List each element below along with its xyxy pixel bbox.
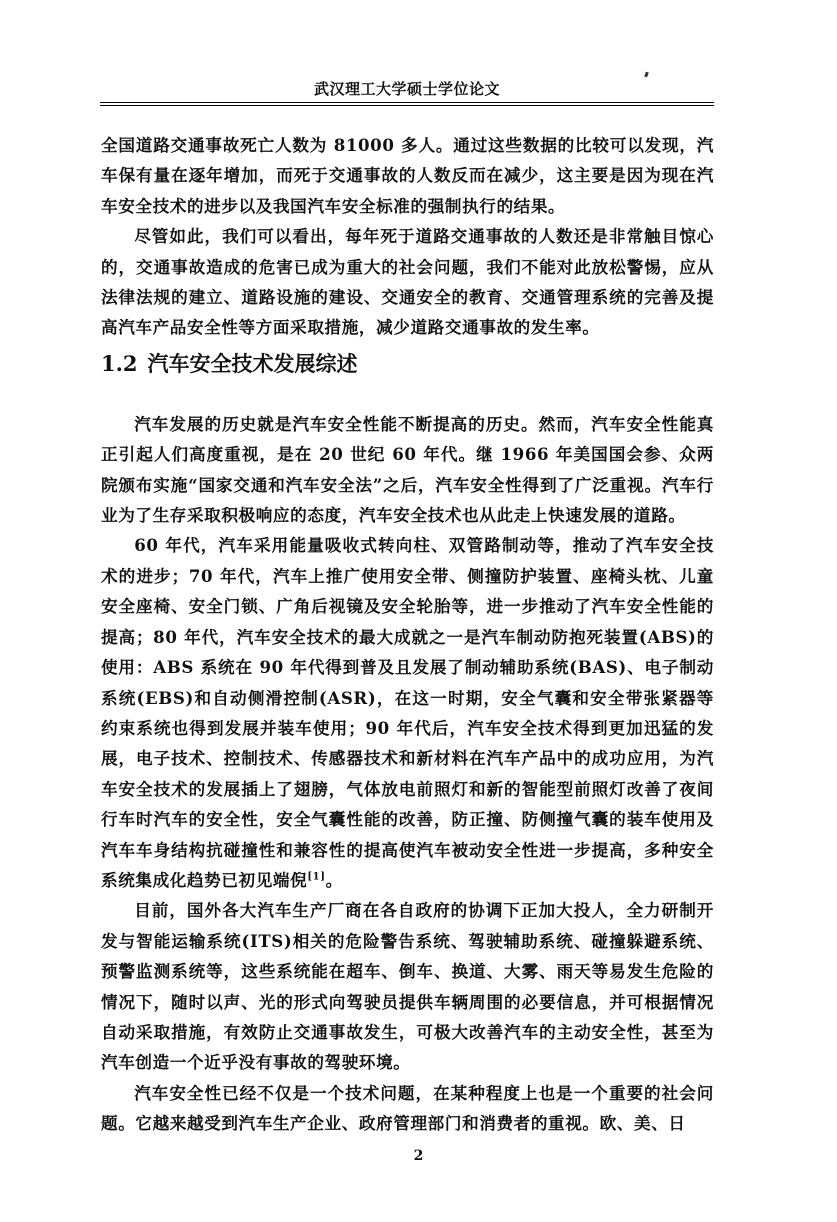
header-rule-top: [100, 102, 714, 103]
section-title: 汽车安全技术发展综述: [147, 351, 358, 376]
body-paragraph: 汽车安全性已经不仅是一个技术问题，在某种程度上也是一个重要的社会问题。它越来越受到汽车生产企业、政府管理部门和消费者的重视。欧、美、日: [101, 1082, 714, 1134]
body-paragraph: 尽管如此，我们可以看出，每年死于道路交通事故的人数还是非常触目惊心的，交通事故造成的危害已成为重大的社会问题，我们不能对此放松警惕，应从法律法规的建立、道路设施的建设、交通安全的教育、交通管理系统的完善及提高汽车产品安全性等方面采取措施，减少道路交通事故的发生率。: [101, 226, 714, 338]
page-number: 2: [413, 1148, 424, 1164]
body-paragraph: 汽车发展的历史就是汽车安全性能不断提高的历史。然而，汽车安全性能真正引起人们高度重视，是在 20 世纪 60 年代。继 1966 年美国国会参、众两院颁布实施“国家交通和汽车安全法”之后，汽车安全性得到了广泛重视。汽车行业为了生存采取积极响应的态度，汽车安全技术也从此走上快速发展的道路。: [101, 413, 714, 526]
citation-marker: [1]: [307, 871, 326, 883]
running-header: 武汉理工大学硕士学位论文: [313, 80, 500, 98]
header-rule-bottom: [100, 105, 714, 106]
body-paragraph: 目前，国外各大汽车生产厂商在各自政府的协调下正加大投人，全力研制开发与智能运输系统(ITS)相关的危险警告系统、驾驶辅助系统、碰撞躲避系统、预警监测系统等，这些系统能在超车、倒车、换道、大雾、雨天等易发生危险的情况下，随时以声、光的形式向驾驶员提供车辆周围的必要信息，并可根据情况自动采取措施，有效防止交通事故发生，可极大改善汽车的主动安全性，甚至为汽车创造一个近乎没有事故的驾驶环境。: [101, 900, 714, 1073]
body-paragraph: 全国道路交通事故死亡人数为 81000 多人。通过这些数据的比较可以发现，汽车保有量在逐年增加，而死于交通事故的人数反而在减少，这主要是因为现在汽车安全技术的进步以及我国汽车安全标准的强制执行的结果。: [101, 135, 714, 216]
body-paragraph: [101, 530, 714, 895]
paragraph-tail: 。: [325, 869, 343, 890]
page-body: [101, 130, 714, 1139]
section-heading: [101, 347, 714, 381]
section-number: 1.2: [101, 350, 138, 376]
scan-speck: [644, 72, 649, 78]
paragraph-text: 60 年代，汽车采用能量吸收式转向柱、双管路制动等，推动了汽车安全技术的进步；70 年代，汽车上推广使用安全带、侧撞防护装置、座椅头枕、儿童安全座椅、安全门锁、广角后视镜及安全轮胎等，进一步推动了汽车安全性能的提高；80 年代，汽车安全技术的最大成就之一是汽车制动防抱死装置(ABS)的使用：ABS 系统在 90 年代得到普及且发展了制动辅助系统(BAS)、电子制动系统(EBS)和自动侧滑控制(ASR)，在这一时期，安全气囊和安全带张紧器等约束系统也得到发展并装车使用；90 年代后，汽车安全技术得到更加迅猛的发展，电子技术、控制技术、传感器技术和新材料在汽车产品中的成功应用，为汽车安全技术的发展插上了翅膀，气体放电前照灯和新的智能型前照灯改善了夜间行车时汽车的安全性，安全气囊性能的改善，防正撞、防侧撞气囊的装车使用及汽车车身结构抗碰撞性和兼容性的提高使汽车被动安全性进一步提高，多种安全系统集成化趋势已初见端倪: [101, 535, 714, 890]
